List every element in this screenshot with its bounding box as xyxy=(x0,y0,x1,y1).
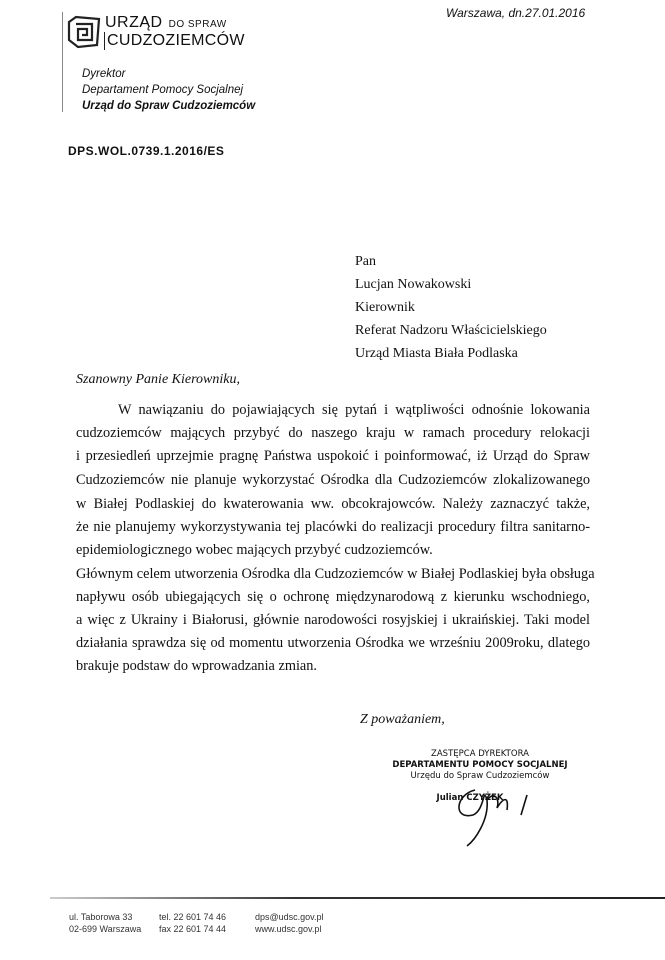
logo-line1: URZĄD xyxy=(105,14,163,31)
body-line: Głównym celem utworzenia Ośrodka dla Cudzoziemców w Białej Podlaskiej była obsługa xyxy=(76,566,595,582)
footer-contact xyxy=(255,911,324,935)
recipient-line: Urząd Miasta Biała Podlaska xyxy=(355,346,518,361)
footer-website: www.udsc.gov.pl xyxy=(255,924,322,934)
handwritten-signature xyxy=(445,770,535,850)
logo-line2: CUDZOZIEMCÓW xyxy=(104,32,245,50)
body-line: że nie planujemy wykorzystywania tej placówki do realizacji procedury filtra sanitarno- xyxy=(76,519,590,535)
footer-address xyxy=(69,911,141,935)
sender-department: Departament Pomocy Socjalnej xyxy=(82,84,244,96)
stamp-line: ZASTĘPCA DYREKTORA xyxy=(431,749,529,759)
recipient-line: Lucjan Nowakowski xyxy=(355,277,472,292)
udsc-logo-icon xyxy=(66,14,102,50)
body-line: napływu osób ubiegających się o ochronę międzynarodową z kierunku wschodniego, xyxy=(76,589,590,605)
footer-phones xyxy=(159,911,226,935)
footer-city: 02-699 Warszawa xyxy=(69,924,142,934)
body-line: brakuje podstaw do wprowadzania zmian. xyxy=(76,658,317,674)
sender-title: Dyrektor xyxy=(82,68,126,80)
footer-street: ul. Taborowa 33 xyxy=(69,912,133,922)
body-line: W nawiązaniu do pojawiających się pytań i wątpliwości odnośnie lokowania xyxy=(118,402,590,418)
reference-number: DPS.WOL.0739.1.2016/ES xyxy=(68,144,225,158)
recipient-line: Pan xyxy=(355,254,376,269)
footer-tel: tel. 22 601 74 46 xyxy=(159,912,227,922)
sender-office: Urząd do Spraw Cudzoziemców xyxy=(82,100,256,112)
logo-line1-small: DO SPRAW xyxy=(168,19,227,30)
body-line: w Białej Podlaskiej do kwaterowania ww. obcokrajowców. Należy zaznaczyć także, xyxy=(76,496,590,512)
recipient-line: Kierownik xyxy=(355,300,415,315)
letter-date: Warszawa, dn.27.01.2016 xyxy=(446,6,586,20)
body-line: a więc z Ukrainy i Białorusi, głównie narodowości rosyjskiej i ukraińskiej. Taki model xyxy=(76,612,590,628)
recipient-line: Referat Nadzoru Właścicielskiego xyxy=(355,323,547,338)
body-line: działania sprawdza się od momentu utworzenia Ośrodka we wrześniu 2009roku, dlatego xyxy=(76,635,590,651)
greeting: Szanowny Panie Kierowniku, xyxy=(76,372,240,387)
footer-email: dps@udsc.gov.pl xyxy=(255,912,324,922)
footer-divider xyxy=(50,897,665,899)
logo-text xyxy=(105,14,227,32)
stamp-line: Urzędu do Spraw Cudzoziemców xyxy=(410,771,550,781)
body-line: i przesiedleń uprzejmie pragnę Państwa uspokoić i poinformować, iż Urząd do Spraw xyxy=(76,448,590,464)
stamp-line: DEPARTAMENTU POMOCY SOCJALNEJ xyxy=(392,760,568,770)
closing: Z poważaniem, xyxy=(360,712,445,727)
stamp-name: Julian CZYŻEK xyxy=(436,793,504,803)
body-line: cudzoziemców mających przybyć do naszego kraju w ramach procedury relokacji xyxy=(76,425,590,441)
body-line: epidemiologicznego wobec mających przybyć cudzoziemców. xyxy=(76,542,433,558)
header-divider xyxy=(62,12,63,112)
body-line: Cudzoziemców nie planuje wykorzystać Ośrodka dla Cudzoziemców zlokalizowanego xyxy=(76,472,590,488)
footer-fax: fax 22 601 74 44 xyxy=(159,924,227,934)
